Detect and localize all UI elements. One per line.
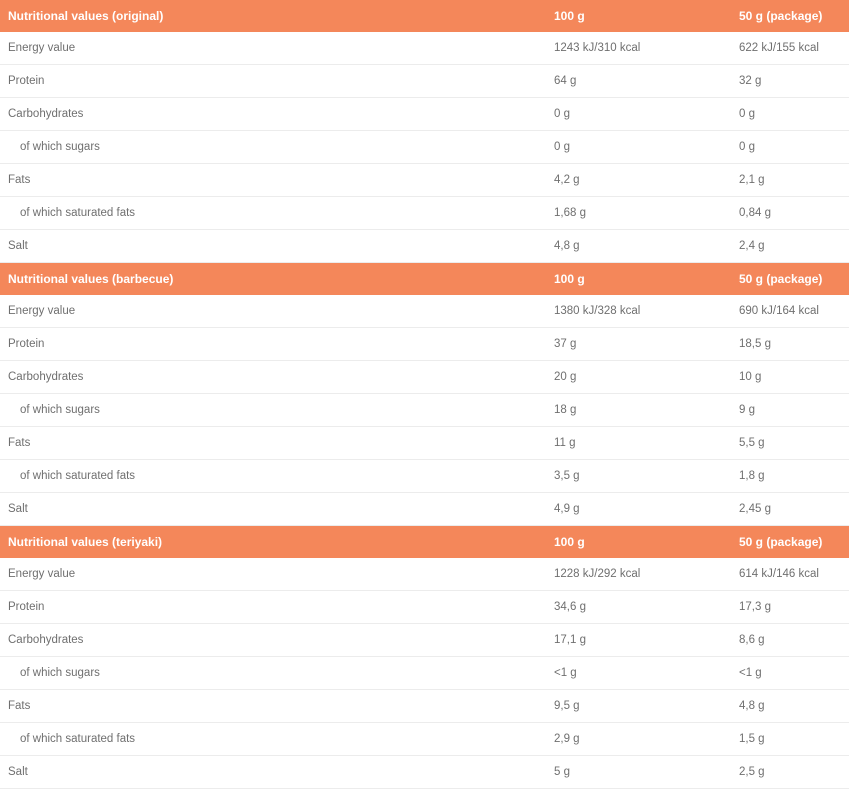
nutrient-value: 64 g [550, 65, 735, 98]
nutrient-label: of which saturated fats [0, 460, 550, 493]
nutrient-value: 5,5 g [735, 427, 849, 460]
nutrient-value: 1243 kJ/310 kcal [550, 32, 735, 65]
table-row [0, 427, 849, 460]
nutrient-value: 690 kJ/164 kcal [735, 295, 849, 328]
column-header: 50 g (package) [735, 0, 849, 32]
table-row [0, 558, 849, 591]
nutrient-label: Carbohydrates [0, 98, 550, 131]
nutrient-label: Salt [0, 493, 550, 526]
table-row [0, 624, 849, 657]
table-row [0, 394, 849, 427]
table-row [0, 361, 849, 394]
nutrient-value: 5 g [550, 756, 735, 789]
nutrition-table [0, 526, 849, 789]
nutrient-label: of which sugars [0, 131, 550, 164]
nutrient-value: 32 g [735, 65, 849, 98]
nutrient-label: Energy value [0, 295, 550, 328]
table-header-row [0, 0, 849, 32]
nutrient-label: Fats [0, 690, 550, 723]
nutrient-value: <1 g [735, 657, 849, 690]
column-header: 100 g [550, 0, 735, 32]
table-row [0, 98, 849, 131]
nutrient-value: 0 g [735, 98, 849, 131]
nutrient-value: 0 g [550, 131, 735, 164]
nutrient-value: 1380 kJ/328 kcal [550, 295, 735, 328]
nutrient-label: of which saturated fats [0, 723, 550, 756]
nutrient-value: 10 g [735, 361, 849, 394]
nutrient-value: 1,8 g [735, 460, 849, 493]
table-row [0, 591, 849, 624]
nutrient-value: 0 g [735, 131, 849, 164]
nutrient-value: <1 g [550, 657, 735, 690]
table-row [0, 32, 849, 65]
nutrient-label: Salt [0, 230, 550, 263]
column-header: 100 g [550, 263, 735, 295]
table-row [0, 723, 849, 756]
table-row [0, 230, 849, 263]
nutrient-label: Protein [0, 591, 550, 624]
nutrient-value: 3,5 g [550, 460, 735, 493]
column-header: 50 g (package) [735, 526, 849, 558]
nutrient-label: Carbohydrates [0, 361, 550, 394]
nutrient-value: 4,2 g [550, 164, 735, 197]
nutrient-value: 8,6 g [735, 624, 849, 657]
nutrient-value: 1,68 g [550, 197, 735, 230]
nutrient-value: 17,3 g [735, 591, 849, 624]
nutrient-value: 614 kJ/146 kcal [735, 558, 849, 591]
table-row [0, 197, 849, 230]
nutrient-label: Fats [0, 427, 550, 460]
table-row [0, 657, 849, 690]
nutrient-value: 1,5 g [735, 723, 849, 756]
table-title: Nutritional values (teriyaki) [0, 526, 550, 558]
nutrient-label: of which sugars [0, 657, 550, 690]
nutrient-value: 18 g [550, 394, 735, 427]
table-row [0, 328, 849, 361]
nutrient-label: Salt [0, 756, 550, 789]
nutrient-value: 2,9 g [550, 723, 735, 756]
nutrient-value: 18,5 g [735, 328, 849, 361]
table-row [0, 164, 849, 197]
nutrient-value: 17,1 g [550, 624, 735, 657]
nutrient-value: 34,6 g [550, 591, 735, 624]
nutrient-value: 37 g [550, 328, 735, 361]
nutrient-label: Energy value [0, 558, 550, 591]
nutrient-value: 0 g [550, 98, 735, 131]
nutrient-value: 0,84 g [735, 197, 849, 230]
nutrient-value: 9 g [735, 394, 849, 427]
nutrient-value: 9,5 g [550, 690, 735, 723]
nutrient-value: 2,5 g [735, 756, 849, 789]
nutrient-value: 2,1 g [735, 164, 849, 197]
nutrient-value: 20 g [550, 361, 735, 394]
column-header: 100 g [550, 526, 735, 558]
nutrient-value: 11 g [550, 427, 735, 460]
nutrition-table [0, 263, 849, 526]
column-header: 50 g (package) [735, 263, 849, 295]
nutrient-value: 2,45 g [735, 493, 849, 526]
nutrient-value: 622 kJ/155 kcal [735, 32, 849, 65]
nutrient-value: 4,9 g [550, 493, 735, 526]
nutrient-label: Carbohydrates [0, 624, 550, 657]
nutrient-value: 4,8 g [735, 690, 849, 723]
nutrient-value: 4,8 g [550, 230, 735, 263]
nutrient-value: 2,4 g [735, 230, 849, 263]
nutrient-value: 1228 kJ/292 kcal [550, 558, 735, 591]
table-row [0, 131, 849, 164]
nutrient-label: of which sugars [0, 394, 550, 427]
table-row [0, 756, 849, 789]
nutrition-table [0, 0, 849, 263]
table-title: Nutritional values (original) [0, 0, 550, 32]
table-row [0, 295, 849, 328]
table-header-row [0, 526, 849, 558]
nutrient-label: Protein [0, 328, 550, 361]
nutrient-label: Protein [0, 65, 550, 98]
nutrient-label: Fats [0, 164, 550, 197]
table-row [0, 460, 849, 493]
table-row [0, 690, 849, 723]
table-header-row [0, 263, 849, 295]
table-row [0, 493, 849, 526]
table-title: Nutritional values (barbecue) [0, 263, 550, 295]
nutrient-label: of which saturated fats [0, 197, 550, 230]
nutrient-label: Energy value [0, 32, 550, 65]
table-row [0, 65, 849, 98]
